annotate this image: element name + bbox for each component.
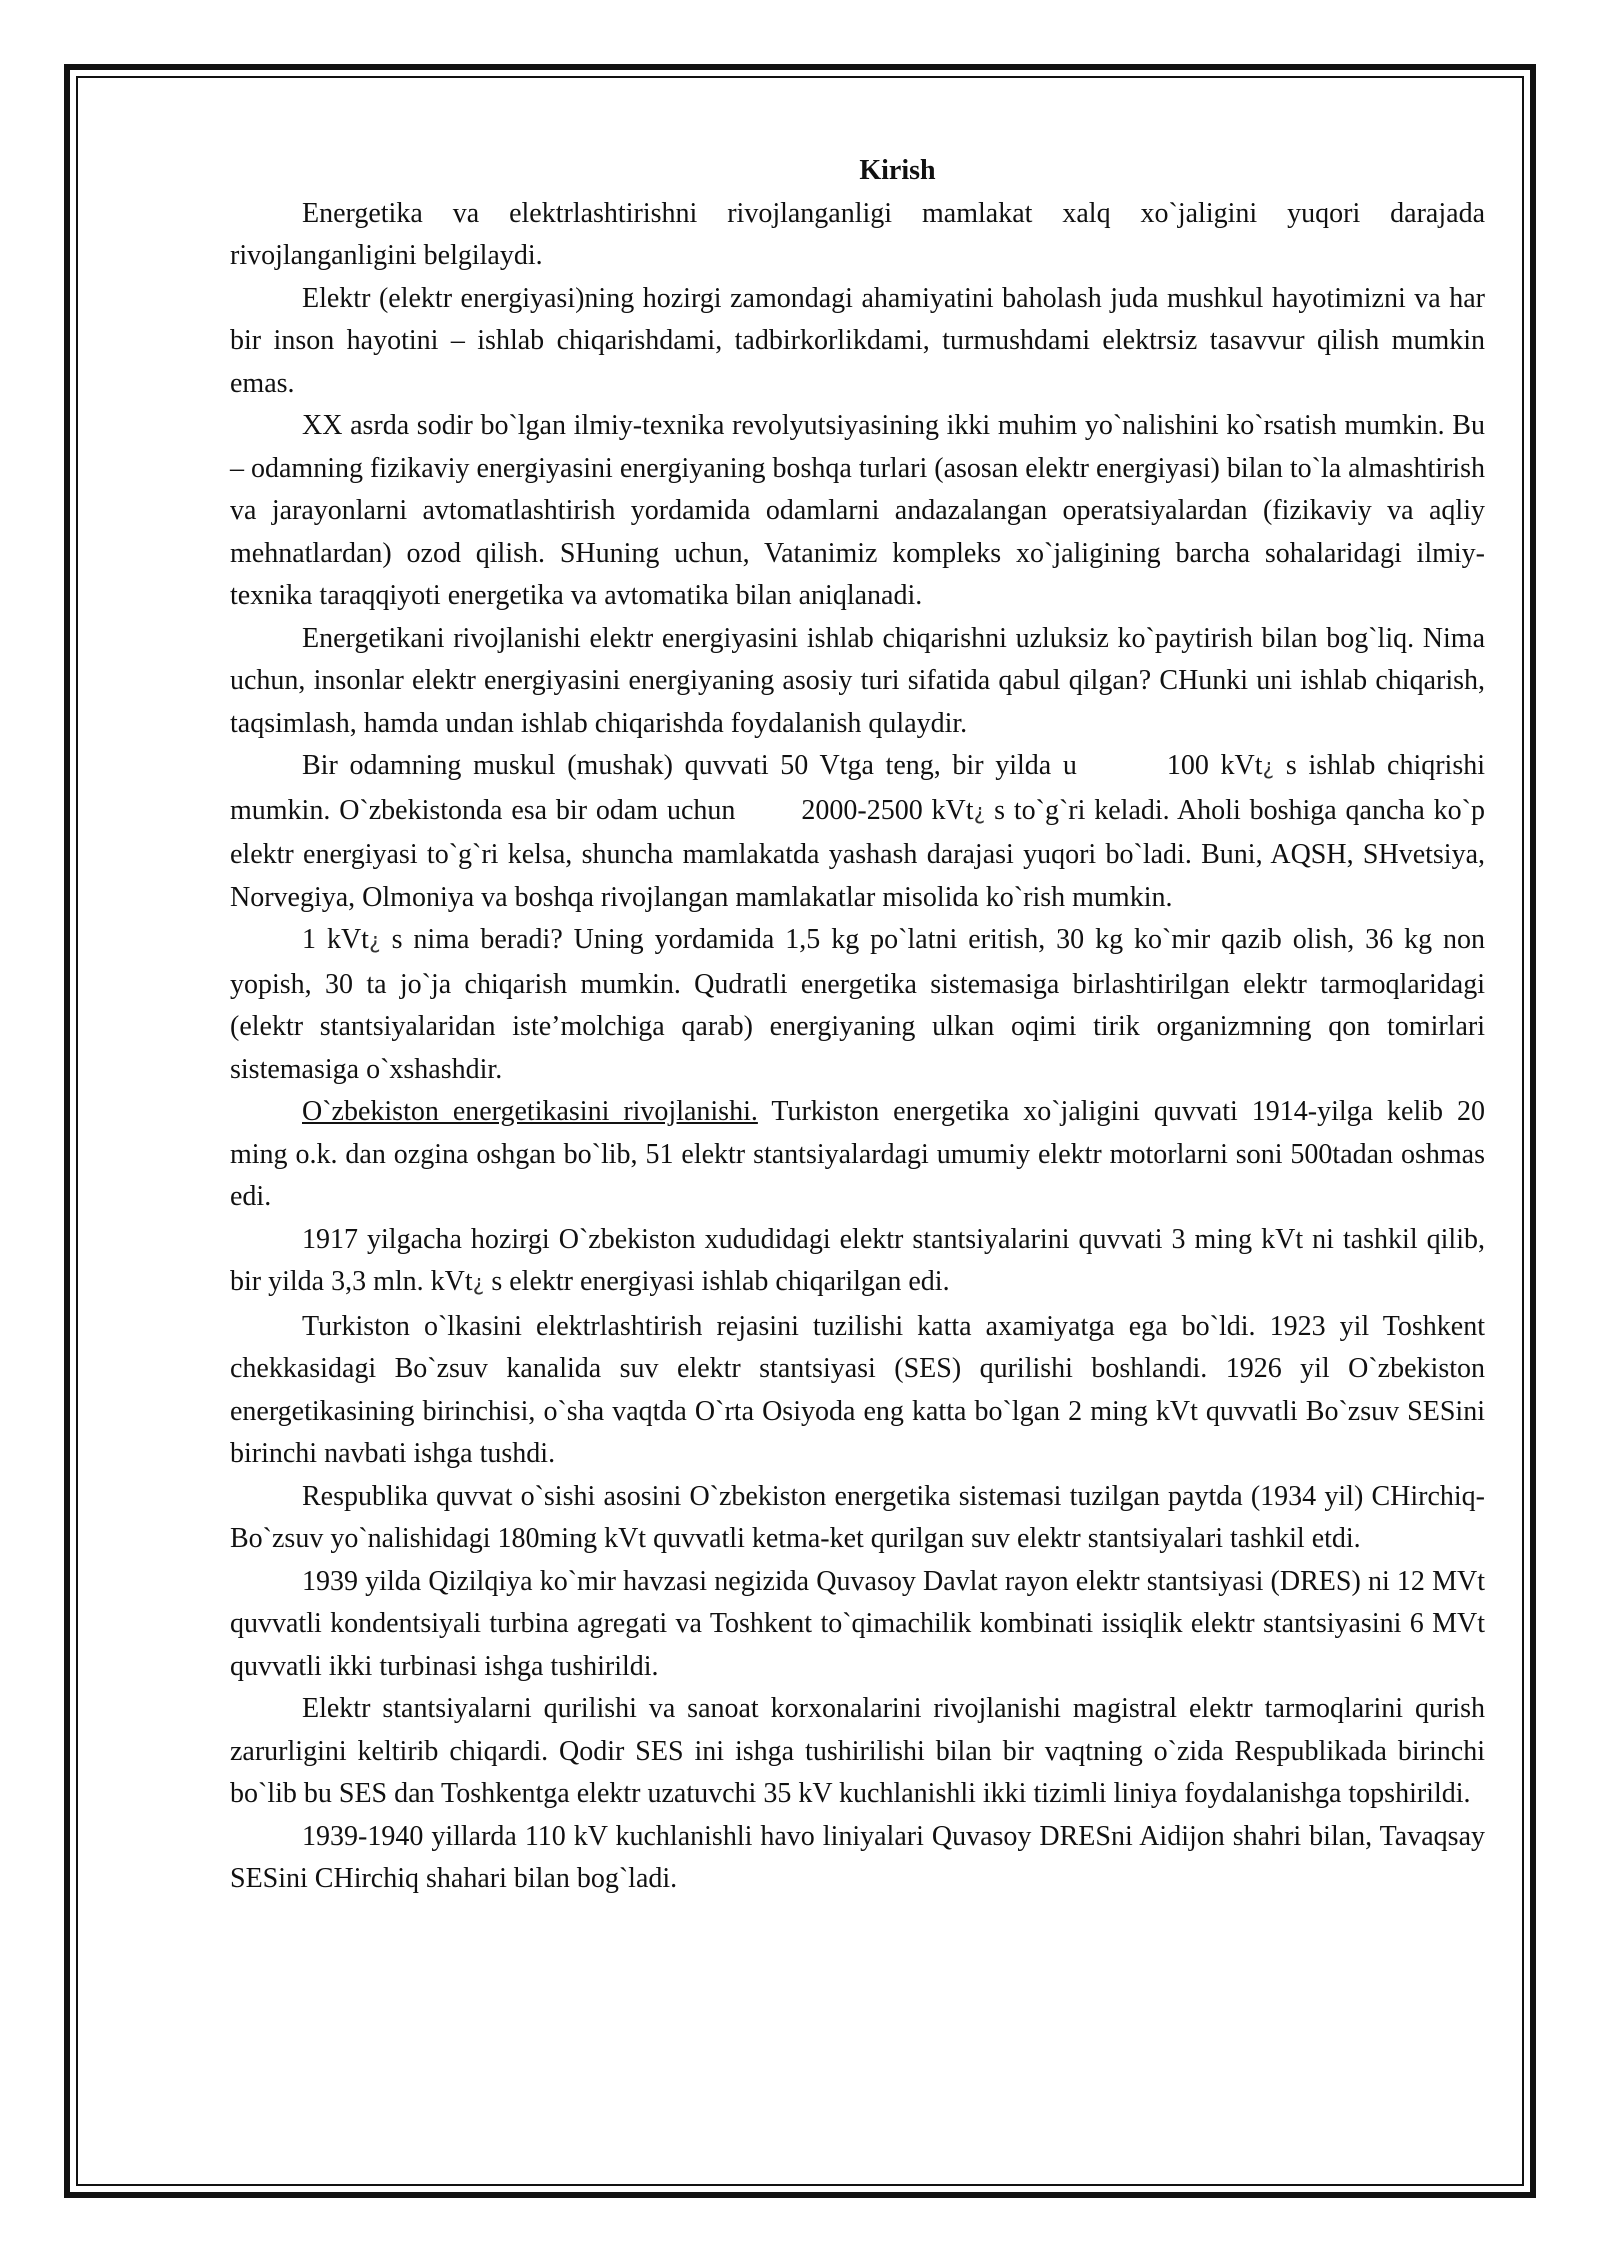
document-body [230,150,1485,1901]
missing-glyph: ¿ [973,799,986,825]
paragraph: Energetikani rivojlanishi elektr energiyasini ishlab chiqarishni uzluksiz ko`paytirish bilan bog`liq. Nima uchun, insonlar elektr energiyasini energiyaning asosiy turi sifatida qabul qilgan? CHunki uni ishlab chiqarish, taqsimlash, hamda undan ishlab chiqarishda foydalanish qulaydir. [230,622,1485,739]
paragraph: Respublika quvvat o`sishi asosini O`zbekiston energetika sistemasi tuzilgan paytda (1934 yil) CHirchiq-Bo`zsuv yo`nalishidagi 180ming kVt quvvatli ketma-ket qurilgan suv elektr stantsiyalari tashkil etdi. [230,1480,1485,1554]
text-run: 1917 yilgacha hozirgi O`zbekiston xududidagi elektr stantsiyalarini quvvati 3 ming kVt ni tashkil qilib, bir yilda 3,3 mln. kVt [230,1223,1485,1297]
text-run: s ishlab chiqrishi mumkin. O`zbekistonda esa bir odam uchun [230,750,1486,826]
missing-glyph: ¿ [1262,755,1275,780]
paragraph: XX asrda sodir bo`lgan ilmiy-texnika revolyutsiyasining ikki muhim yo`nalishini ko`rsatish mumkin. Bu – odamning fizikaviy energiyasini energiyaning boshqa turlari (asosan elektr energiyasi) bilan to`la almashtirish va jarayonlarni avtomatlashtirish yordamida odamlarni andazalangan operatsiyalardan (fizikaviy va aqliy mehnatlardan) ozod qilish. SHuning uchun, Vatanimiz kompleks xo`jaligining barcha sohalaridagi ilmiy-texnika taraqqiyoti energetika va avtomatika bilan aniqlanadi. [230,410,1485,611]
text-run: s elektr energiyasi ishlab chiqarilgan edi. [491,1266,950,1297]
page-title: Kirish [859,155,936,186]
text-run: Bir odamning muskul (mushak) quvvati 50 Vtga teng, bir yilda u [302,750,1077,781]
paragraph: Elektr stantsiyalarni qurilishi va sanoat korxonalarini rivojlanishi magistral elektr tarmoqlarini qurish zarurligini keltirib chiqardi. Qodir SES ini ishga tushirilishi bilan bir vaqtning o`zida Respublikada birinchi bo`lib bu SES dan Toshkentga elektr uzatuvchi 35 kV kuchlanishli ikki tizimli liniya foydalanishga topshirildi. [230,1693,1485,1809]
text-run: 1 kVt [302,924,369,955]
text-run: 2000-2500 kVt [801,794,974,826]
missing-glyph: ¿ [472,1271,485,1296]
paragraph: Elektr (elektr energiyasi)ning hozirgi zamondagi ahamiyatini baholash juda mushkul hayotimizni va har bir inson hayotini – ishlab chiqarishdami, tadbirkorlikdami, turmushdami elektrsiz tasavvur qilish mumkin emas. [230,282,1485,399]
text-run: s to`g`ri keladi. Aholi boshiga qancha ko`p elektr energiyasi to`g`ri kelsa, shuncha mamlakatda yashash darajasi yuqori bo`ladi. Buni, AQSH, SHvetsiya, Norvegiya, Olmoniya va boshqa rivojlangan mamlakatlar misolida ko`rish mumkin. [230,794,1486,913]
section-heading: O`zbekiston energetikasini rivojlanishi. [302,1096,758,1127]
text-run: Turkiston energetika xo`jaligini quvvati 1914-yilga kelib 20 ming o.k. dan ozgina oshgan bo`lib, 51 elektr stantsiyalardagi umumiy elektr motorlarni soni 500tadan oshmas edi. [230,1096,1485,1212]
paragraph [230,1091,1485,1219]
paragraph [230,745,1485,919]
text-run: s nima beradi? Uning yordamida 1,5 kg po`latni eritish, 30 kg ko`mir qazib olish, 36 kg non yopish, 30 ta jo`ja chiqarish mumkin. Qudratli energetika sistemasiga birlashtirilgan elektr tarmoqlaridagi (elektr stantsiyalaridan iste’molchiga qarab) energiyaning ulkan oqimi tirik organizmning qon tomirlari sistemasiga o`xshashdir. [230,924,1486,1085]
paragraph [230,919,1485,1091]
text-run: 100 kVt [1166,750,1263,781]
paragraph: Energetika va elektrlashtirishni rivojlanganligi mamlakat xalq xo`jaligini yuqori darajada rivojlanganligini belgilaydi. [230,197,1485,271]
paragraph [230,1219,1485,1306]
paragraph: Turkiston o`lkasini elektrlashtirish rejasini tuzilishi katta axamiyatga ega bo`ldi. 1923 yil Toshkent chekkasidagi Bo`zsuv kanalida suv elektr stantsiyasi (SES) qurilishi boshlandi. 1926 yil O`zbekiston energetikasining birinchisi, o`sha vaqtda O`rta Osiyoda eng katta bo`lgan 2 ming kVt quvvatli Bo`zsuv SESini birinchi navbati ishga tushdi. [230,1310,1485,1469]
missing-glyph: ¿ [368,929,381,954]
paragraph: 1939-1940 yillarda 110 kV kuchlanishli havo liniyalari Quvasoy DRESni Aidijon shahri bilan, Tavaqsay SESini CHirchiq shahari bilan bog`ladi. [230,1820,1485,1894]
paragraph: 1939 yilda Qizilqiya ko`mir havzasi negizida Quvasoy Davlat rayon elektr stantsiyasi (DRES) ni 12 MVt quvvatli kondentsiyali turbina agregati va Toshkent to`qimachilik kombinati issiqlik elektr stantsiyasini 6 MVt quvvatli ikki turbinasi ishga tushirildi. [230,1565,1485,1682]
